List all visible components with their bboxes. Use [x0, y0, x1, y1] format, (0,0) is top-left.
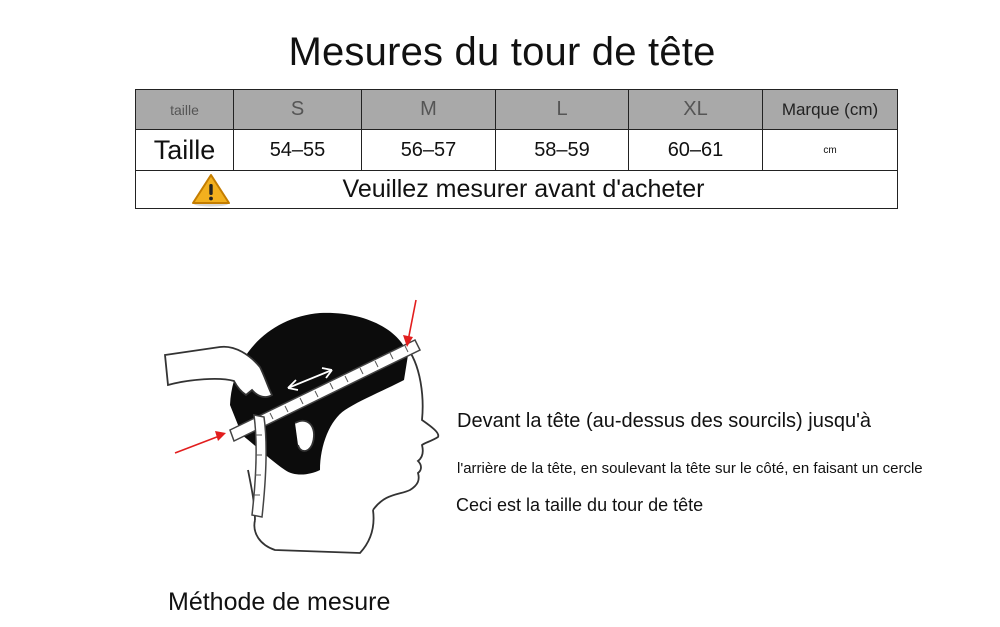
row-label: Taille — [136, 130, 234, 171]
header-cell: XL — [629, 90, 763, 130]
method-label: Méthode de mesure — [168, 588, 391, 616]
table-header-row — [136, 90, 898, 130]
header-cell: L — [496, 90, 629, 130]
header-cell: S — [234, 90, 362, 130]
table-row — [136, 130, 898, 171]
header-cell: Marque (cm) — [763, 90, 898, 130]
instruction-line-2: l'arrière de la tête, en soulevant la tête sur le côté, en faisant un cercle — [457, 460, 923, 477]
table-cell: 54–55 — [234, 130, 362, 171]
header-cell: M — [362, 90, 496, 130]
instruction-line-3: Ceci est la taille du tour de tête — [456, 495, 704, 515]
table-cell: 56–57 — [362, 130, 496, 171]
table-cell: 60–61 — [629, 130, 763, 171]
table-cell: cm — [763, 130, 898, 171]
head-measurement-illustration — [160, 295, 450, 555]
table-cell: 58–59 — [496, 130, 629, 171]
instruction-line-1: Devant la tête (au-dessus des sourcils) jusqu'à — [457, 410, 872, 432]
page-title: Mesures du tour de tête — [288, 30, 716, 74]
header-cell: taille — [136, 90, 234, 130]
size-table — [135, 89, 898, 209]
note-cell — [136, 171, 898, 209]
note-row — [136, 171, 898, 209]
note-text: Veuillez mesurer avant d'acheter — [342, 175, 705, 203]
